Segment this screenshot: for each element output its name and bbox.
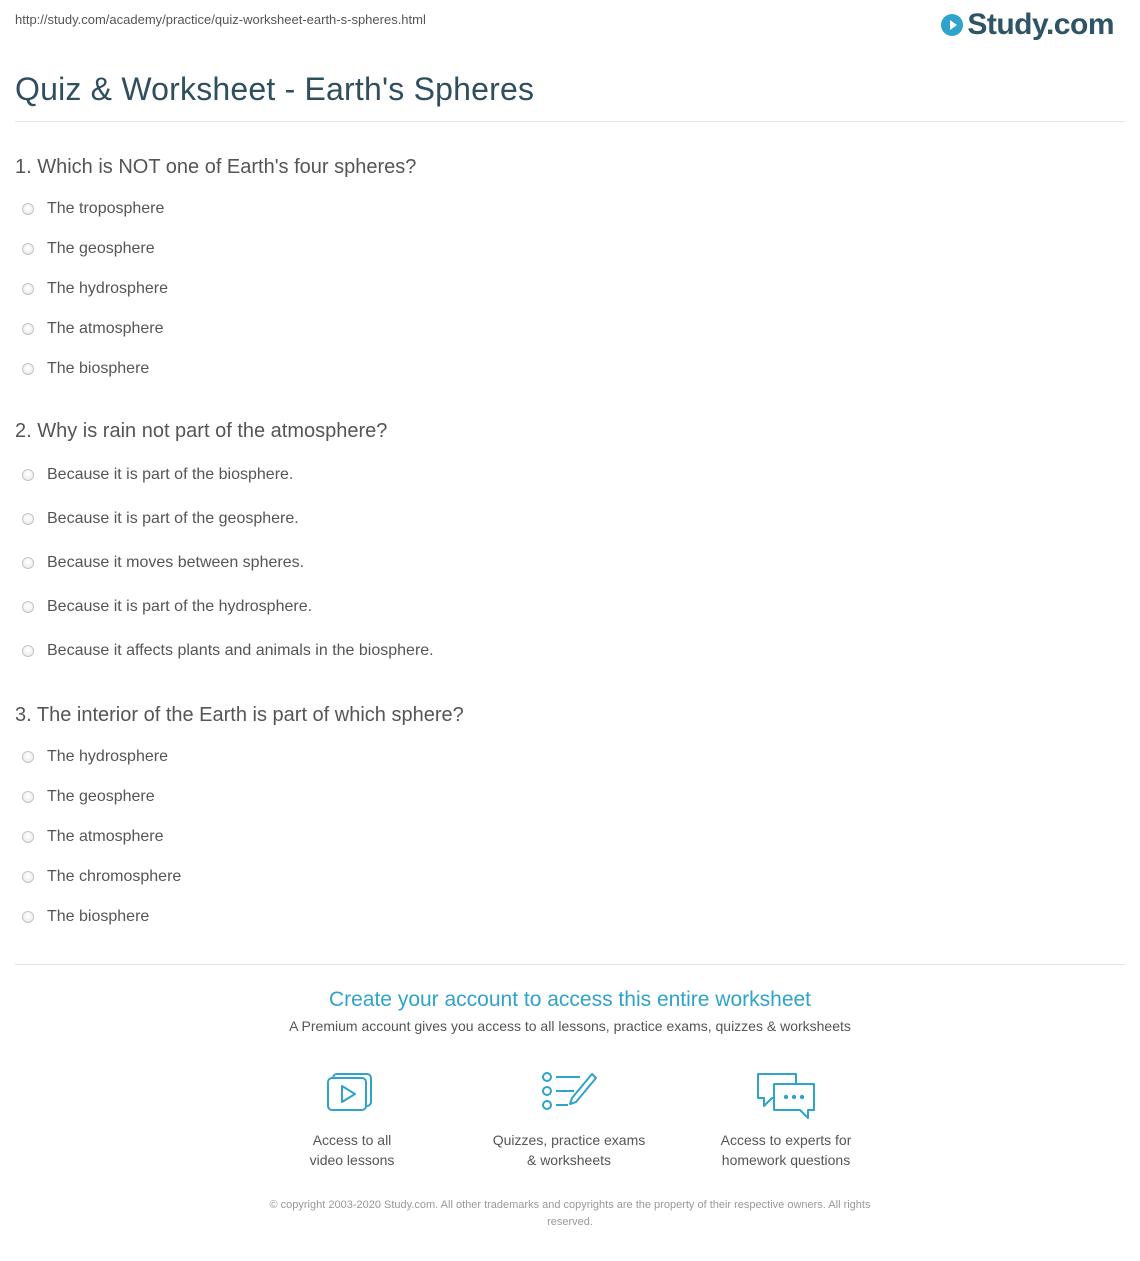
option-label: Because it is part of the biosphere. <box>47 466 294 483</box>
option-label: The geosphere <box>47 788 155 805</box>
q3-option-2[interactable] <box>22 786 155 808</box>
q1-option-3[interactable] <box>22 278 168 300</box>
study-logo[interactable] <box>941 8 1114 42</box>
feature-quizzes <box>469 1070 669 1170</box>
copyright-line2: reserved. <box>547 1216 593 1228</box>
option-label: The geosphere <box>47 240 155 257</box>
q3-option-1[interactable] <box>22 746 168 768</box>
q1-option-5[interactable] <box>22 358 149 380</box>
option-label: The atmosphere <box>47 320 164 337</box>
radio-button[interactable] <box>22 791 34 803</box>
cta-subtitle: A Premium account gives you access to all lessons, practice exams, quizzes & worksheets <box>289 1018 851 1034</box>
feature-label-line2: homework questions <box>721 1152 851 1168</box>
radio-button[interactable] <box>22 601 34 613</box>
option-label: The biosphere <box>47 908 150 925</box>
option-label: The troposphere <box>47 200 165 217</box>
radio-button[interactable] <box>22 469 34 481</box>
option-label: Because it moves between spheres. <box>47 554 305 571</box>
radio-button[interactable] <box>22 283 34 295</box>
q3-option-3[interactable] <box>22 826 164 848</box>
radio-button[interactable] <box>22 243 34 255</box>
option-label: Because it is part of the hydrosphere. <box>47 598 313 615</box>
radio-button[interactable] <box>22 871 34 883</box>
copyright-notice <box>210 1197 930 1231</box>
radio-button[interactable] <box>22 645 34 657</box>
q3-option-4[interactable] <box>22 866 181 888</box>
radio-button[interactable] <box>22 323 34 335</box>
feature-label-line2: video lessons <box>309 1152 395 1168</box>
option-label: The biosphere <box>47 360 150 377</box>
question-2: 2. Why is rain not part of the atmosphere? <box>15 420 388 442</box>
radio-button[interactable] <box>22 911 34 923</box>
option-label: The atmosphere <box>47 828 164 845</box>
option-label: The hydrosphere <box>47 748 168 765</box>
radio-button[interactable] <box>22 513 34 525</box>
feature-label-line1: Quizzes, practice exams <box>492 1132 646 1148</box>
option-label: The hydrosphere <box>47 280 168 297</box>
question-3: 3. The interior of the Earth is part of which sphere? <box>15 704 464 726</box>
create-account-link[interactable]: Create your account to access this entire worksheet <box>328 988 812 1011</box>
option-label: Because it affects plants and animals in the biosphere. <box>47 642 434 659</box>
copyright-line1: © copyright 2003-2020 Study.com. All other trademarks and copyrights are the property of their respective owners. All rights <box>269 1199 871 1211</box>
title-divider <box>15 121 1125 122</box>
question-1: 1. Which is NOT one of Earth's four spheres? <box>15 156 417 178</box>
q2-option-4[interactable] <box>22 596 312 618</box>
radio-button[interactable] <box>22 203 34 215</box>
chat-bubbles-icon <box>754 1070 818 1120</box>
feature-label-line2: & worksheets <box>526 1152 612 1168</box>
feature-label-line1: Access to experts for <box>720 1132 852 1148</box>
play-circle-icon <box>941 14 963 36</box>
option-label: The chromosphere <box>47 868 182 885</box>
q2-option-1[interactable] <box>22 464 293 486</box>
radio-button[interactable] <box>22 751 34 763</box>
video-lesson-icon <box>324 1070 380 1116</box>
q1-option-2[interactable] <box>22 238 155 260</box>
cta-divider <box>15 964 1125 965</box>
quiz-checklist-icon <box>540 1070 598 1116</box>
q2-option-2[interactable] <box>22 508 299 530</box>
radio-button[interactable] <box>22 363 34 375</box>
feature-experts <box>686 1070 886 1170</box>
q2-option-3[interactable] <box>22 552 304 574</box>
option-label: Because it is part of the geosphere. <box>47 510 299 527</box>
radio-button[interactable] <box>22 831 34 843</box>
feature-video-lessons <box>252 1070 452 1170</box>
feature-label-line1: Access to all <box>312 1132 392 1148</box>
page-title: Quiz & Worksheet - Earth's Spheres <box>15 71 535 107</box>
radio-button[interactable] <box>22 557 34 569</box>
q2-option-5[interactable] <box>22 640 434 662</box>
q1-option-1[interactable] <box>22 198 164 220</box>
q3-option-5[interactable] <box>22 906 149 928</box>
page-url: http://study.com/academy/practice/quiz-worksheet-earth-s-spheres.html <box>15 12 426 27</box>
logo-text: Study.com <box>967 8 1114 41</box>
q1-option-4[interactable] <box>22 318 164 340</box>
